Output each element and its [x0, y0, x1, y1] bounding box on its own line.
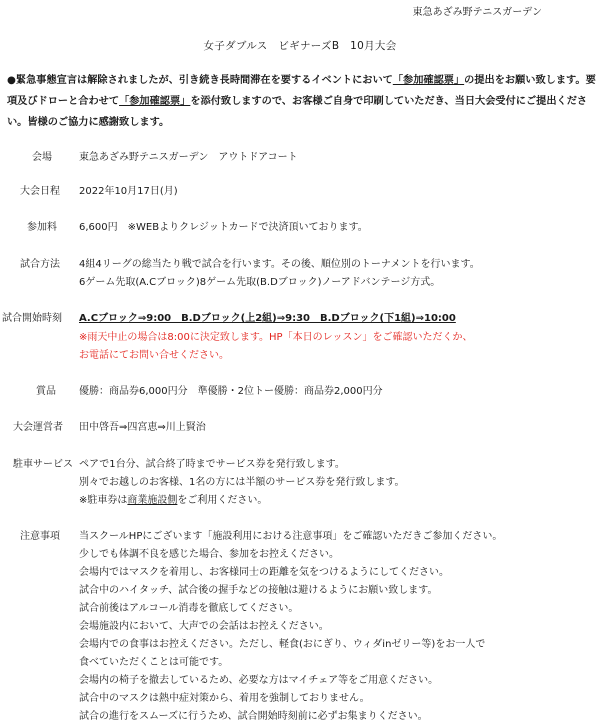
- format-line-2: 6ゲーム先取(A.Cブロック)8ゲーム先取(B.Dブロック)ノーアドバンテージ方式。: [79, 277, 441, 288]
- organizer-label: 大会運営者: [13, 422, 63, 433]
- date-value: 2022年10月17日(月): [79, 186, 178, 197]
- caution-line: 会場内での食事はお控えください。ただし、軽食(おにぎり、ウィダinゼリー等)をお一人で: [79, 639, 486, 650]
- notice-text-2: の提出をお願い致します。要項及びドローと合わせて: [7, 75, 596, 107]
- commercial-facility-link[interactable]: 商業施設側: [127, 495, 178, 506]
- caution-line: 少しでも体調不良を感じた場合、参加をお控えください。: [79, 549, 339, 560]
- start-time-label: 試合開始時刻: [2, 313, 62, 324]
- page-title: 女子ダブルス ビギナーズB 10月大会: [203, 40, 397, 52]
- format-label: 試合方法: [20, 259, 60, 270]
- notice-text-1: ●緊急事態宣言は解除されましたが、引き続き長時間滞在を要するイベントにおいて: [7, 75, 393, 86]
- rain-notice-line-1: ※雨天中止の場合は8:00に決定致します。HP「本日のレッスン」をご確認いただくか、: [79, 332, 473, 343]
- organizer-value: 田中啓吾⇒四宮恵⇒川上賢治: [79, 422, 206, 433]
- caution-line: 食べていただくことは可能です。: [79, 657, 229, 668]
- cautions-label: 注意事項: [20, 531, 60, 542]
- caution-line: 会場内の椅子を撤去しているため、必要な方はマイチェア等をご用意ください。: [79, 675, 439, 686]
- caution-line: 会場内ではマスクを着用し、お客様同士の距離を気をつけるようにしてください。: [79, 567, 449, 578]
- prize-value: 優勝：商品券6,000円分 準優勝・2位トー優勝：商品券2,000円分: [79, 386, 383, 397]
- rain-notice-line-2: お電話にてお問い合せください。: [79, 350, 229, 361]
- format-line-1: 4組4リーグの総当たり戦で試合を行います。その後、順位別のトーナメントを行います。: [79, 259, 480, 270]
- participation-form-link-2[interactable]: 「参加確認票」: [119, 96, 191, 107]
- prize-label: 賞品: [36, 386, 56, 397]
- date-label: 大会日程: [20, 186, 60, 197]
- caution-line: 試合中のハイタッチ、試合後の握手などの接触は避けるようにお願い致します。: [79, 585, 438, 596]
- parking-label: 駐車サービス: [13, 459, 73, 470]
- header-venue: 東急あざみ野テニスガーデン: [412, 7, 542, 18]
- caution-line: 会場施設内において、大声での会話はお控えください。: [79, 621, 329, 632]
- fee-label: 参加料: [27, 222, 57, 233]
- venue-label: 会場: [32, 152, 52, 163]
- venue-value: 東急あざみ野テニスガーデン アウトドアコート: [79, 152, 298, 163]
- parking-note-pre: ※駐車券は: [79, 495, 128, 506]
- fee-value: 6,600円 ※WEBよりクレジットカードで決済頂いております。: [79, 222, 368, 233]
- caution-line: 試合の進行をスムーズに行うため、試合開始時刻前に必ずお集まりください。: [79, 711, 428, 722]
- parking-line-3: [79, 491, 267, 506]
- participation-form-link-1[interactable]: 「参加確認票」: [392, 75, 465, 86]
- caution-line: 試合前後はアルコール消毒を徹底してください。: [79, 603, 299, 614]
- notice-text-3: を添付致しますので、お客様ご自身で印刷していただき、当日大会受付にご提出ください。皆様のご協力に感謝致します。: [7, 96, 588, 128]
- notice-paragraph: [7, 70, 597, 133]
- parking-note-post: をご利用ください。: [177, 495, 268, 506]
- caution-line: 当スクールHPにございます「施設利用における注意事項」をご確認いただきご参加ください。: [79, 531, 503, 542]
- caution-line: 試合中のマスクは熱中症対策から、着用を強制しておりません。: [79, 693, 370, 704]
- parking-line-1: ペアで1台分、試合終了時までサービス券を発行致します。: [79, 459, 345, 470]
- parking-line-2: 別々でお越しのお客様、1名の方には半額のサービス券を発行致します。: [79, 477, 405, 488]
- start-time-schedule: A.Cブロック⇒9:00 B.Dブロック(上2組)⇒9:30 B.Dブロック(下1組)⇒10:00: [79, 313, 456, 324]
